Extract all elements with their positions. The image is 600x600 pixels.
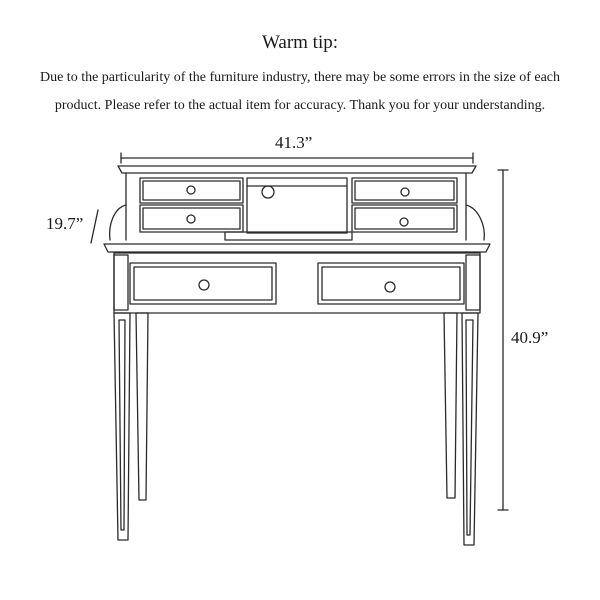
- notice-line-2: product. Please refer to the actual item for accuracy. Thank you for your understanding.: [54, 98, 546, 113]
- total-height-dimension-label: 40.9”: [511, 328, 549, 347]
- warm-tip-title: Warm tip:: [261, 32, 339, 53]
- notice-line-1: Due to the particularity of the furniture industry, there may be some errors in the size of each: [39, 70, 561, 85]
- hutch-dimension-line: [91, 210, 98, 243]
- width-dimension-line: [121, 153, 473, 163]
- width-dimension-label: 41.3”: [275, 133, 313, 152]
- desk-drawing: [104, 166, 490, 545]
- hutch-height-dimension-label: 19.7”: [46, 214, 84, 233]
- height-dimension-line: [498, 170, 508, 510]
